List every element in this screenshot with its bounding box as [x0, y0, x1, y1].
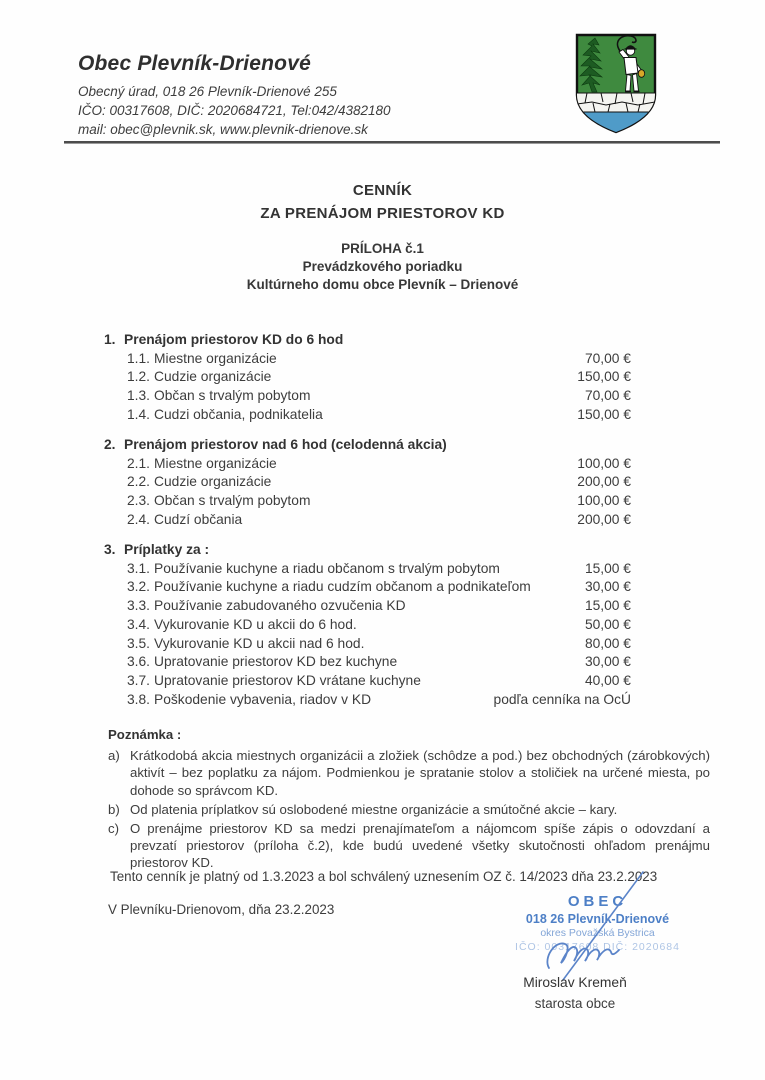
price-section-3 [78, 541, 638, 709]
handwritten-signature [535, 868, 665, 986]
price-row [127, 578, 631, 597]
item-number: 3.5. [127, 635, 151, 651]
stamp-line-2: 018 26 Plevník-Drienové [525, 911, 670, 926]
item-label: Poškodenie vybavenia, riadov v KD [154, 691, 372, 707]
item-label: Upratovanie priestorov KD vrátane kuchyne [154, 672, 421, 688]
item-price: 15,00 € [584, 560, 631, 576]
section-heading [104, 541, 638, 560]
section-heading [104, 331, 638, 350]
note-letter: c) [108, 821, 119, 837]
note-letter: b) [108, 801, 120, 817]
price-row [127, 350, 631, 369]
title-line-2: ZA PRENÁJOM PRIESTOROV KD [260, 205, 505, 222]
section-number: 3. [104, 542, 116, 557]
price-row [127, 387, 631, 406]
item-price: 150,00 € [577, 369, 631, 385]
note-text: Od platenia príplatkov sú oslobodené miestne organizácie a smútočné akcie – kary. [130, 801, 618, 817]
item-price: 40,00 € [584, 672, 631, 688]
title-line-1: CENNÍK [352, 182, 413, 199]
item-label: Vykurovanie KD u akcii nad 6 hod. [154, 635, 365, 651]
item-price: 50,00 € [584, 616, 631, 632]
price-section-1 [78, 331, 638, 425]
item-number: 1.4. [127, 406, 151, 422]
item-price: 30,00 € [584, 579, 631, 595]
price-row [127, 492, 631, 511]
price-row [127, 368, 631, 387]
organization-mail: mail: obec@plevnik.sk, www.plevnik-drienove.sk [78, 122, 368, 137]
item-number: 1.3. [127, 388, 151, 404]
item-number: 3.2. [127, 579, 151, 595]
price-row [127, 635, 631, 654]
note-text: Krátkodobá akcia miestnych organizácii a zložiek (schôdze a pod.) bez obchodných (zárobkových) aktivít – bez poplatku za nájom. Podmienkou je spratanie stolov a stoličiek na určené miesta, po dohode so správcom KD. [130, 748, 710, 798]
item-label: Občan s trvalým pobytom [154, 493, 311, 509]
document-title [0, 179, 765, 225]
section-title: Príplatky za : [124, 542, 210, 557]
item-label: Vykurovanie KD u akcii do 6 hod. [154, 616, 357, 632]
item-number: 3.3. [127, 598, 151, 614]
item-number: 1.1. [127, 350, 151, 366]
item-label: Miestne organizácie [154, 455, 277, 471]
item-number: 2.3. [127, 493, 151, 509]
notes-heading: Poznámka : [108, 727, 182, 742]
item-label: Miestne organizácie [154, 350, 277, 366]
item-price: 70,00 € [584, 388, 631, 404]
subtitle-line-1: PRÍLOHA č.1 [341, 241, 424, 256]
price-rows [127, 455, 631, 530]
item-label: Upratovanie priestorov KD bez kuchyne [154, 654, 398, 670]
item-label: Cudzie organizácie [154, 369, 272, 385]
price-row [127, 560, 631, 579]
signer-name: Miroslav Kremeň [523, 975, 627, 990]
note-item [108, 747, 710, 799]
item-price: 100,00 € [577, 493, 631, 509]
signer-role: starosta obce [534, 996, 616, 1011]
price-row [127, 511, 631, 530]
price-row [127, 473, 631, 492]
stamp-line-3: okres Považská Bystrica [540, 927, 655, 940]
price-section-2 [78, 436, 638, 530]
note-letter: a) [108, 748, 120, 764]
validity-statement: Tento cenník je platný od 1.3.2023 a bol schválený uznesením OZ č. 14/2023 dňa 23.2.2023 [110, 869, 658, 884]
document-subtitle [0, 240, 765, 294]
item-label: Používanie kuchyne a riadu cudzím občanom a podnikateľom [154, 579, 531, 595]
item-number: 2.1. [127, 455, 151, 471]
municipal-coat-of-arms-icon [572, 32, 660, 136]
organization-name: Obec Plevník-Drienové [78, 52, 311, 75]
organization-address: Obecný úrad, 018 26 Plevník-Drienové 255 [78, 84, 337, 99]
price-row [127, 653, 631, 672]
item-number: 3.1. [127, 560, 151, 576]
item-price: 200,00 € [577, 474, 631, 490]
price-row [127, 406, 631, 425]
price-row [127, 597, 631, 616]
item-price: 80,00 € [584, 635, 631, 651]
section-title: Prenájom priestorov nad 6 hod (celodenná akcia) [124, 437, 447, 452]
signer-block [500, 975, 650, 1011]
item-price: 150,00 € [577, 406, 631, 422]
note-text: O prenájme priestorov KD sa medzi prenajímateľom a nájomcom spíše zápis o odovzdaní a prevzatí priestorov (príloha č.2), kde budú uvedené všetky skutočnosti ohľadom prenájmu priestorov KD. [130, 821, 710, 871]
letterhead [78, 52, 391, 139]
notes-list [108, 747, 710, 871]
price-rows [127, 560, 631, 710]
item-number: 3.4. [127, 616, 151, 632]
item-price: podľa cenníka na OcÚ [493, 691, 631, 707]
price-row [127, 672, 631, 691]
item-price: 30,00 € [584, 654, 631, 670]
item-label: Používanie zabudovaného ozvučenia KD [154, 598, 406, 614]
item-label: Používanie kuchyne a riadu občanom s trvalým pobytom [154, 560, 500, 576]
item-price: 100,00 € [577, 455, 631, 471]
stamp-line-1: OBEC [567, 893, 628, 910]
stamp-line-4: IČO: 00317608 DIČ: 2020684 [515, 940, 680, 953]
subtitle-line-2: Prevádzkového poriadku [302, 259, 463, 274]
section-number: 2. [104, 437, 116, 452]
note-item [108, 801, 710, 818]
price-row [127, 455, 631, 474]
price-row [127, 691, 631, 710]
place-and-date: V Plevníku-Drienovom, dňa 23.2.2023 [108, 902, 335, 917]
section-number: 1. [104, 332, 116, 347]
item-number: 3.6. [127, 654, 151, 670]
price-rows [127, 350, 631, 425]
section-title: Prenájom priestorov KD do 6 hod [124, 332, 344, 347]
item-number: 1.2. [127, 369, 151, 385]
item-number: 3.7. [127, 672, 151, 688]
item-label: Cudzi občania, podnikatelia [154, 406, 323, 422]
note-item [108, 820, 710, 872]
item-label: Občan s trvalým pobytom [154, 388, 311, 404]
subtitle-line-3: Kultúrneho domu obce Plevník – Drienové [246, 277, 519, 292]
letterhead-divider [64, 141, 720, 144]
notes-section [108, 726, 710, 874]
item-label: Cudzí občania [154, 511, 243, 527]
item-price: 200,00 € [577, 511, 631, 527]
item-number: 2.2. [127, 474, 151, 490]
organization-ids: IČO: 00317608, DIČ: 2020684721, Tel:042/4382180 [78, 103, 391, 118]
price-row [127, 616, 631, 635]
item-number: 3.8. [127, 691, 151, 707]
item-label: Cudzie organizácie [154, 474, 272, 490]
item-price: 15,00 € [584, 598, 631, 614]
item-number: 2.4. [127, 511, 151, 527]
item-price: 70,00 € [584, 350, 631, 366]
section-heading [104, 436, 638, 455]
